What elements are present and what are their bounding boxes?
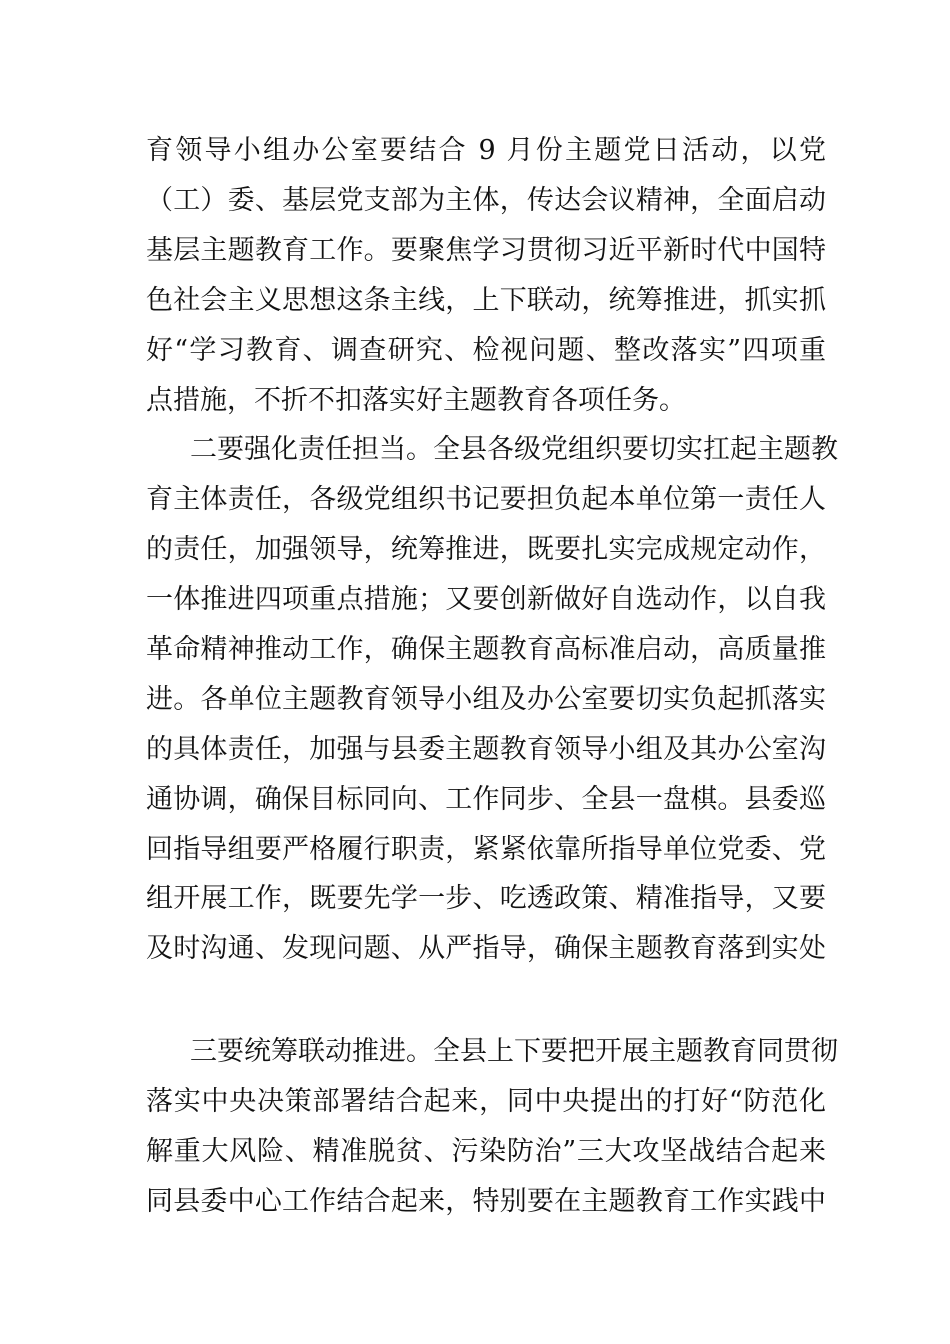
paragraph-line: 进。各单位主题教育领导小组及办公室要切实负起抓落实 bbox=[146, 684, 826, 715]
paragraph-line: 同县委中心工作结合起来，特别要在主题教育工作实践中 bbox=[146, 1186, 826, 1217]
paragraph-line: 点措施，不折不扣落实好主题教育各项任务。 bbox=[146, 385, 686, 416]
paragraph-line: 组开展工作，既要先学一步、吃透政策、精准指导，又要 bbox=[146, 883, 826, 914]
paragraph-line: 二要强化责任担当。全县各级党组织要切实扛起主题教 bbox=[190, 434, 838, 465]
paragraph-line: 回指导组要严格履行职责，紧紧依靠所指导单位党委、党 bbox=[146, 834, 826, 865]
paragraph-line: 育领导小组办公室要结合 9 月份主题党日活动，以党 bbox=[146, 135, 826, 166]
paragraph-line: 基层主题教育工作。要聚焦学习贯彻习近平新时代中国特 bbox=[146, 235, 826, 266]
paragraph-line: 育主体责任，各级党组织书记要担负起本单位第一责任人 bbox=[146, 484, 826, 515]
paragraph-line: 落实中央决策部署结合起来，同中央提出的打好“防范化 bbox=[146, 1086, 826, 1117]
paragraph-line: 通协调，确保目标同向、工作同步、全县一盘棋。县委巡 bbox=[146, 784, 826, 815]
paragraph-line: 三要统筹联动推进。全县上下要把开展主题教育同贯彻 bbox=[190, 1036, 838, 1067]
paragraph-line: 及时沟通、发现问题、从严指导，确保主题教育落到实处 bbox=[146, 933, 826, 964]
paragraph-line: 好“学习教育、调查研究、检视问题、整改落实”四项重 bbox=[146, 335, 826, 366]
paragraph-line: 解重大风险、精准脱贫、污染防治”三大攻坚战结合起来 bbox=[146, 1136, 826, 1167]
paragraph-line: （工）委、基层党支部为主体，传达会议精神，全面启动 bbox=[146, 185, 826, 216]
paragraph-line: 的具体责任，加强与县委主题教育领导小组及其办公室沟 bbox=[146, 734, 826, 765]
paragraph-line: 革命精神推动工作，确保主题教育高标准启动，高质量推 bbox=[146, 634, 826, 665]
paragraph-line: 的责任，加强领导，统筹推进，既要扎实完成规定动作， bbox=[146, 534, 826, 565]
paragraph-line: 色社会主义思想这条主线，上下联动，统筹推进，抓实抓 bbox=[146, 285, 826, 316]
paragraph-line: 一体推进四项重点措施；又要创新做好自选动作，以自我 bbox=[146, 584, 826, 615]
